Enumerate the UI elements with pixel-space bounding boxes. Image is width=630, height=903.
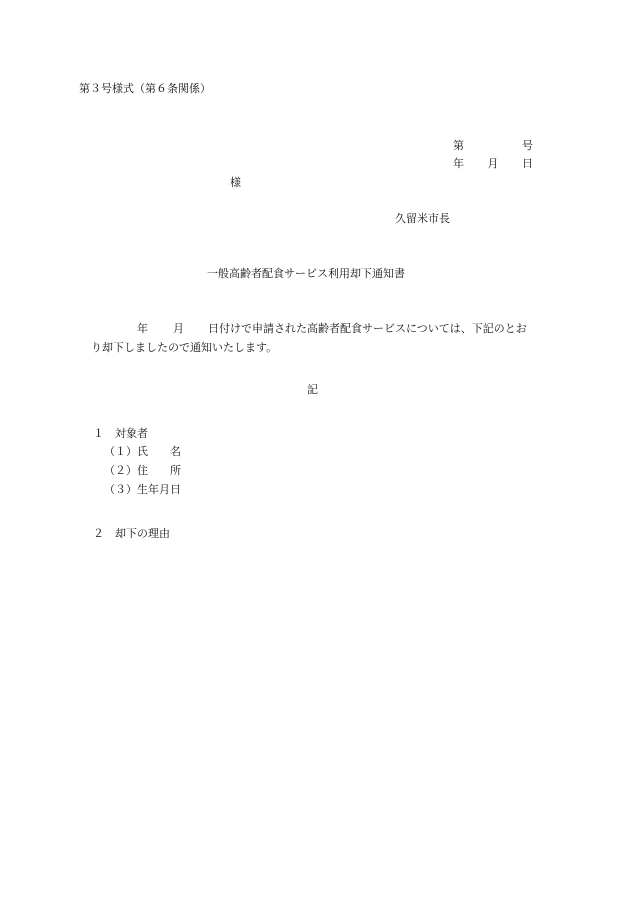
section-1-item-name (104, 446, 181, 457)
item-label: 生年月日 (137, 483, 181, 496)
item-label: 住 (137, 464, 148, 477)
issue-date-year: 年 (453, 157, 464, 170)
doc-number-suffix: 号 (522, 139, 533, 152)
form-label: 第３号様式（第６条関係） (79, 82, 211, 95)
item-number: （３） (104, 483, 137, 496)
issue-date-month: 月 (487, 157, 499, 170)
item-label: 名 (170, 445, 181, 458)
item-label: 氏 (137, 445, 148, 458)
sender-name: 久留米市長 (395, 212, 450, 225)
item-number: （１） (104, 445, 137, 458)
addressee-suffix: 様 (230, 176, 241, 189)
section-1-item-address (104, 465, 181, 476)
section-2-heading: ２ 却下の理由 (93, 527, 170, 540)
section-1-heading: １ 対象者 (93, 427, 148, 440)
body-line-1-text: 日付けで申請された高齢者配食サービスについては、下記のとお (208, 322, 527, 335)
doc-number-prefix: 第 (453, 139, 464, 152)
document-title: 一般高齢者配食サービス利用却下通知書 (207, 267, 405, 280)
ki-marker: 記 (307, 383, 318, 396)
item-label: 所 (170, 464, 181, 477)
body-month: 月 (173, 322, 184, 335)
section-1-item-birthdate (104, 484, 181, 495)
document-number (453, 140, 533, 151)
issue-date-day: 日 (522, 157, 533, 170)
item-number: （２） (104, 464, 137, 477)
body-year: 年 (137, 322, 148, 335)
body-line-1 (137, 323, 527, 334)
issue-date (453, 158, 533, 169)
body-line-2: り却下しましたので通知いたします。 (91, 341, 278, 354)
